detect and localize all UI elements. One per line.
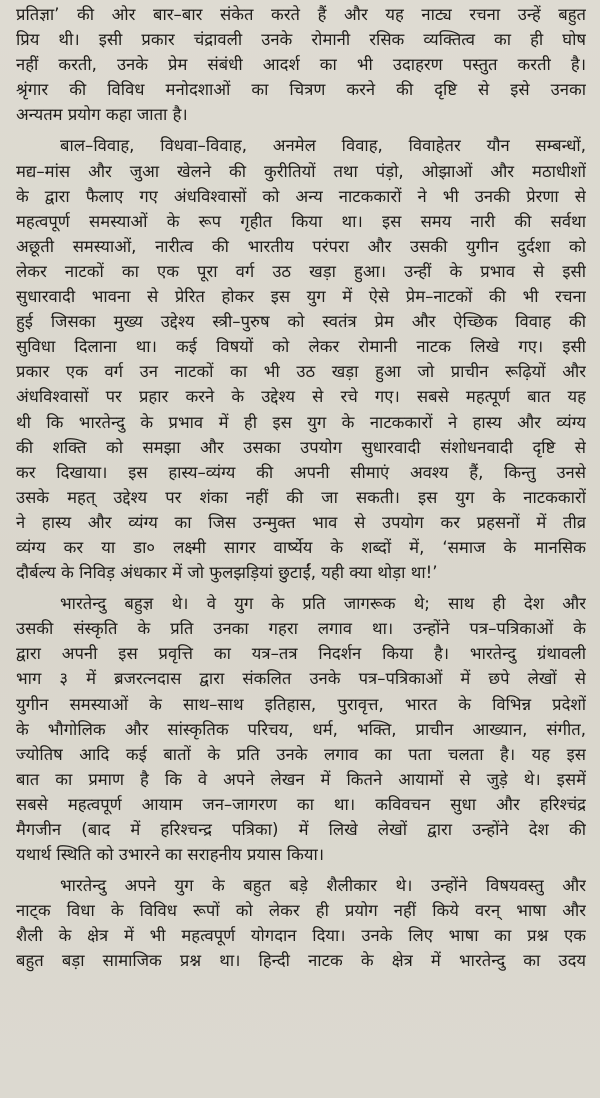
text-line: भाग ३ में ब्रजरत्नदास द्वारा संकलित उनके पत्र–पत्रिकाओं में छपे लेखों से xyxy=(16,669,586,689)
text-line: व्यंग्य कर या डा० लक्ष्मी सागर वार्ष्येय के शब्दों में, ‘समाज के मानसिक xyxy=(16,537,586,557)
text-line: उसके महत् उद्देश्य पर शंका नहीं की जा सकती। इस युग के नाटककारों xyxy=(16,487,586,507)
text-line: के द्वारा फैलाए गए अंधविश्वासों को अन्य नाटककारों ने भी उनकी प्रेरणा से xyxy=(16,186,586,206)
text-line: भारतेन्दु अपने युग के बहुत बड़े शैलीकार थे। उन्होंने विषयवस्तु और xyxy=(60,876,586,896)
paragraph-4 xyxy=(16,873,586,973)
text-line: अंधविश्वासों पर प्रहार करने के उद्देश्य से रचे गए। सबसे महत्पूर्ण बात यह xyxy=(16,387,586,407)
text-line: मैगजीन (बाद में हरिश्चन्द्र पत्रिका) में लिखे लेखों द्वारा उन्होंने देश की xyxy=(16,820,586,839)
text-line: श्रृंगार की विविध मनोदशाओं का चित्रण करने की दृष्टि से इसे उनका xyxy=(16,80,586,100)
text-line: बाल–विवाह, विधवा–विवाह, अनमेल विवाह, विवाहेतर यौन सम्बन्धों, xyxy=(60,136,586,156)
text-line: नहीं करती, उनके प्रेम संबंधी आदर्श का भी उदाहरण पस्तुत करती है। xyxy=(16,55,586,75)
text-line: द्वारा अपनी इस प्रवृत्ति का यत्र–तत्र निदर्शन किया है। भारतेन्दु ग्रंथावली xyxy=(16,644,586,664)
text-line: सुविधा दिलाना था। कई विषयों को लेकर रोमानी नाटक लिखे गए। इसी xyxy=(16,337,586,357)
text-line: बहुत बड़ा सामाजिक प्रश्न था। हिन्दी नाटक के क्षेत्र में भारतेन्दु का उदय xyxy=(16,951,586,971)
text-line: महत्वपूर्ण समस्याओं के रूप गृहीत किया था। इस समय नारी की सर्वथा xyxy=(16,211,586,231)
text-line: अछूती समस्याओं, नारीत्व की भारतीय परंपरा और उसकी युगीन दुर्दशा को xyxy=(16,236,586,256)
text-line: नाट्क विधा के विविध रूपों को लेकर ही प्रयोग नहीं किये वरन् भाषा और xyxy=(16,901,586,921)
text-line: कर दिखाया। इस हास्य–व्यंग्य की अपनी सीमाएं अवश्य हैं, किन्तु उनसे xyxy=(16,462,586,482)
text-line: मद्य–मांस और जुआ खेलने की कुरीतियों तथा पंड़ो, ओझाओं और मठाधीशों xyxy=(16,161,586,181)
paragraph-3 xyxy=(16,591,586,867)
paragraph-1 xyxy=(16,2,586,127)
text-line: युगीन समस्याओं के साथ–साथ इतिहास, पुरावृत्त, भारत के विभिन्न प्रदेशों xyxy=(16,694,586,714)
text-line: उसकी संस्कृति के प्रति उनका गहरा लगाव था। उन्होंने पत्र–पत्रिकाओं के xyxy=(16,619,586,639)
text-line: सबसे महत्वपूर्ण आयाम जन–जागरण का था। कविवचन सुधा और हरिश्चंद्र xyxy=(16,794,586,814)
text-line: हुई जिसका मुख्य उद्देश्य स्त्री–पुरुष को स्वतंत्र प्रेम और ऐच्छिक विवाह की xyxy=(16,312,586,332)
text-line: ज्योतिष आदि कई बातों के प्रति उनके लगाव का पता चलता है। यह इस xyxy=(16,744,586,764)
text-line: अन्यतम प्रयोग कहा जाता है। xyxy=(16,105,188,125)
text-line: भारतेन्दु बहुज्ञ थे। वे युग के प्रति जागरूक थे; साथ ही देश और xyxy=(60,594,586,614)
text-line: थी कि भारतेन्दु के प्रभाव में ही इस युग के नाटककारों ने हास्य और व्यंग्य xyxy=(16,412,586,432)
text-line: की शक्ति को समझा और उसका उपयोग सुधारवादी संशोधनवादी दृष्टि से xyxy=(16,437,586,457)
text-line: प्रकार एक वर्ग उन नाटकों का भी उठ खड़ा हुआ जो प्राचीन रूढ़ियों और xyxy=(16,362,586,382)
text-line: यथार्थ स्थिति को उभारने का सराहनीय प्रयास किया। xyxy=(16,845,325,865)
text-line: प्रतिज्ञा’ की ओर बार–बार संकेत करते हैं और यह नाट्य रचना उन्हें बहुत xyxy=(16,5,586,24)
text-line: ने हास्य और व्यंग्य का जिस उन्मुक्त भाव से उपयोग कर प्रहसनों में तीव्र xyxy=(16,512,586,532)
text-line: शैली के क्षेत्र में भी महत्वपूर्ण योगदान दिया। उनके लिए भाषा का प्रश्न एक xyxy=(16,926,586,946)
text-line: के भौगोलिक और सांस्कृतिक परिचय, धर्म, भक्ति, प्राचीन आख्यान, संगीत, xyxy=(16,719,586,739)
text-line: प्रिय थी। इसी प्रकार चंद्रावली उनके रोमानी रसिक व्यक्तित्व का ही घोष xyxy=(16,30,586,50)
paragraph-2 xyxy=(16,133,586,585)
text-line: लेकर नाटकों का एक पूरा वर्ग उठ खड़ा हुआ। उन्हीं के प्रभाव से इसी xyxy=(16,261,586,281)
text-line: दौर्बल्य के निविड़ अंधकार में जो फुलझड़ियां छुटाईं, यही क्या थोड़ा था!’ xyxy=(16,563,438,583)
text-line: बात का प्रमाण है कि वे अपने लेखन में कितने आयामों से जुड़े थे। इसमें xyxy=(16,769,586,789)
text-line: सुधारवादी भावना से प्रेरित होकर इस युग में ऐसे प्रेम–नाटकों की भी रचना xyxy=(16,287,586,307)
